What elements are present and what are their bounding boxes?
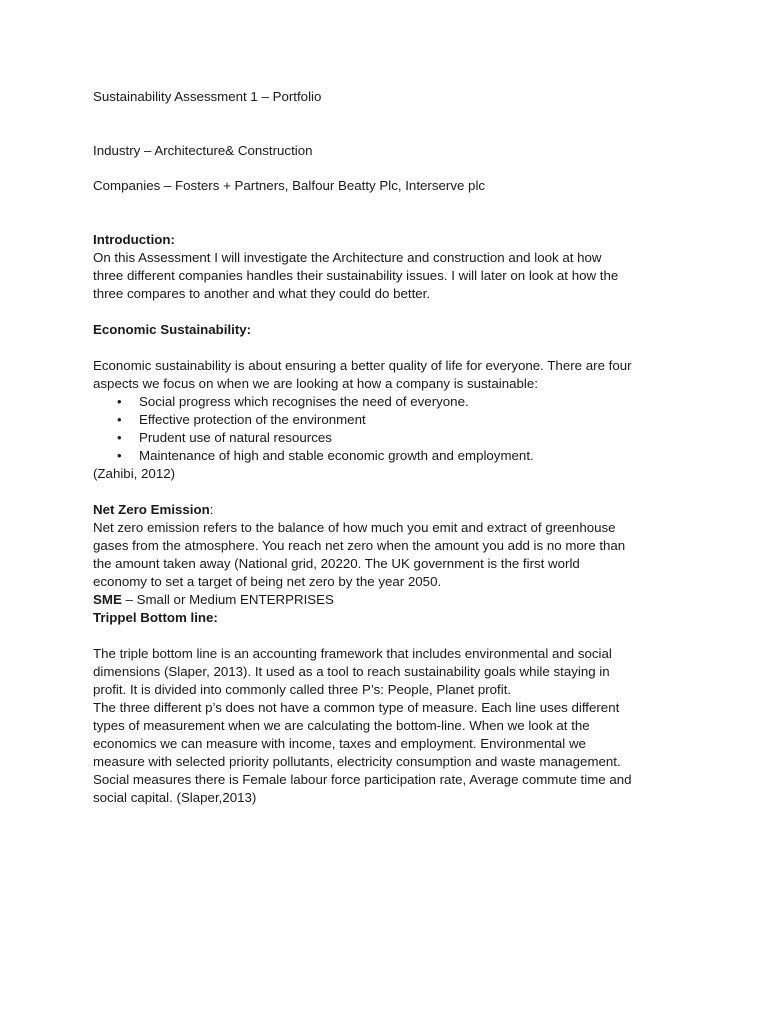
triple-paragraph-line: economics we can measure with income, taxes and employment. Environmental we [93, 736, 586, 751]
net-zero-paragraph-line: Net zero emission refers to the balance of how much you emit and extract of greenhouse [93, 520, 616, 535]
triple-paragraph-line: The three different p’s does not have a common type of measure. Each line uses different [93, 700, 620, 715]
triple-paragraph-line: types of measurement when we are calculating the bottom-line. When we look at the [93, 718, 590, 733]
spacer [93, 627, 693, 645]
sme-term: SME [93, 592, 122, 607]
list-item [93, 447, 693, 465]
spacer [93, 339, 693, 357]
economic-paragraph-line: aspects we focus on when we are looking at how a company is sustainable: [93, 376, 538, 391]
spacer [93, 106, 693, 142]
sme-definition-text: – Small or Medium ENTERPRISES [121, 592, 334, 607]
net-zero-heading-colon: : [209, 502, 214, 517]
document-title: Sustainability Assessment 1 – Portfolio [93, 89, 322, 104]
companies-line: Companies – Fosters + Partners, Balfour Beatty Plc, Interserve plc [93, 178, 486, 193]
net-zero-section [93, 501, 693, 609]
triple-bottom-line-heading: Trippel Bottom line: [93, 610, 218, 625]
economic-paragraph-line: Economic sustainability is about ensuring a better quality of life for everyone. There are four [93, 358, 632, 373]
list-item [93, 393, 693, 411]
introduction-line: three different companies handles their sustainability issues. I will later on look at how the [93, 268, 619, 283]
spacer [93, 303, 693, 321]
triple-paragraph-line: profit. It is divided into commonly called three P’s: People, Planet profit. [93, 682, 512, 697]
triple-paragraph-line: dimensions (Slaper, 2013). It used as a tool to reach sustainability goals while staying in [93, 664, 610, 679]
introduction-heading: Introduction: [93, 232, 175, 247]
list-item-text: Social progress which recognises the need of everyone. [139, 394, 469, 409]
list-item-text: Effective protection of the environment [139, 412, 366, 427]
spacer [93, 483, 693, 501]
bullet-icon: • [117, 430, 122, 445]
list-item-text: Maintenance of high and stable economic growth and employment. [139, 448, 534, 463]
triple-bottom-line-section [93, 609, 693, 807]
triple-paragraph-line: measure with selected priority pollutants, electricity consumption and waste management. [93, 754, 621, 769]
triple-paragraph-line: Social measures there is Female labour force participation rate, Average commute time and [93, 772, 632, 787]
list-item [93, 429, 693, 447]
bullet-icon: • [117, 394, 122, 409]
introduction-line: three compares to another and what they could do better. [93, 286, 431, 301]
net-zero-paragraph-line: the amount taken away (National grid, 20220. The UK government is the first world [93, 556, 580, 571]
list-item [93, 411, 693, 429]
bullet-icon: • [117, 412, 122, 427]
economic-sustainability-section [93, 321, 693, 483]
sme-definition [93, 591, 693, 609]
net-zero-paragraph-line: economy to set a target of being net zero by the year 2050. [93, 574, 442, 589]
triple-paragraph-line: The triple bottom line is an accounting framework that includes environmental and social [93, 646, 612, 661]
spacer [93, 160, 693, 177]
industry-line: Industry – Architecture& Construction [93, 143, 313, 158]
net-zero-heading [93, 501, 693, 519]
net-zero-paragraph-line: gases from the atmosphere. You reach net zero when the amount you add is no more than [93, 538, 626, 553]
bullet-icon: • [117, 448, 122, 463]
introduction-section [93, 231, 693, 303]
economic-aspects-list [93, 393, 693, 465]
introduction-line: On this Assessment I will investigate the Architecture and construction and look at how [93, 250, 602, 265]
net-zero-heading-text: Net Zero Emission [93, 502, 210, 517]
economic-citation: (Zahibi, 2012) [93, 466, 176, 481]
list-item-text: Prudent use of natural resources [139, 430, 332, 445]
triple-paragraph-line: social capital. (Slaper,2013) [93, 790, 257, 805]
spacer [93, 195, 693, 231]
document-body [93, 88, 693, 807]
economic-sustainability-heading: Economic Sustainability: [93, 322, 252, 337]
